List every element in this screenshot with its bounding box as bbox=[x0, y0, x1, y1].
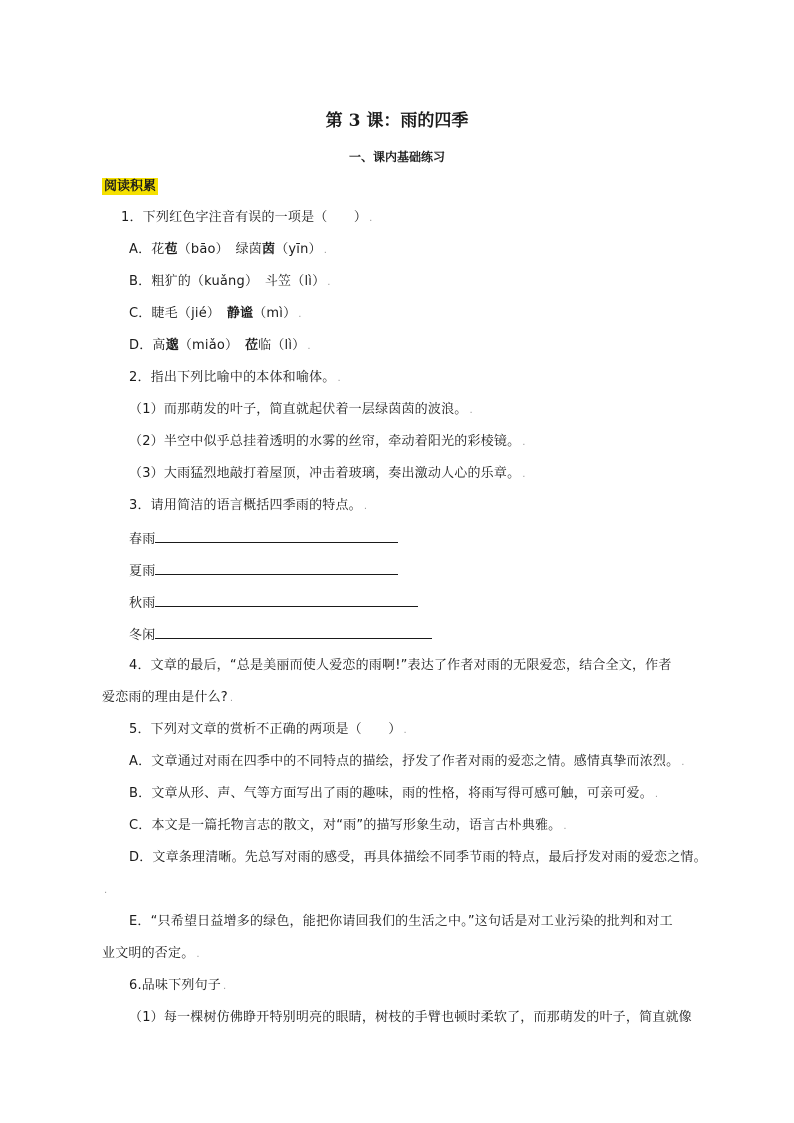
q1-option-b: B．粗犷的（kuǎng） 斗笠（lì） . bbox=[129, 274, 331, 289]
q5-option-e-line-2: 业文明的否定。 . bbox=[102, 946, 200, 961]
q5-option-b: B．文章从形、声、气等方面写出了雨的趣味，雨的性格，将雨写得可感可触，可亲可爱。 . bbox=[129, 786, 659, 801]
q6-item-1: （1）每一棵树仿佛睁开特别明亮的眼睛，树枝的手臂也顿时柔软了，而那萌发的叶子，简直就像 bbox=[129, 1010, 692, 1025]
q5-option-e-line-1: E．“只希望日益增多的绿色，能把你请回我们的生活之中。”这句话是对工业污染的批判和对工 bbox=[129, 914, 673, 929]
q1-option-a: A．花苞（bāo） 绿茵茵（yīn） . bbox=[129, 242, 328, 257]
q3-answer-winter: 冬闲 bbox=[129, 626, 432, 644]
q5-option-d: D．文章条理清晰。先总写对雨的感受，再具体描绘不同季节雨的特点，最后抒发对雨的爱恋之情。 bbox=[129, 850, 707, 865]
q4-line-2: 爱恋雨的理由是什么? . bbox=[102, 690, 234, 705]
q2-stem: 2．指出下列比喻中的本体和喻体。 . bbox=[129, 370, 341, 385]
stray-mark: . bbox=[104, 885, 108, 896]
q6-stem: 6.品味下列句子 . bbox=[129, 978, 227, 993]
answer-blank[interactable] bbox=[155, 562, 398, 575]
q3-stem: 3．请用简洁的语言概括四季雨的特点。 . bbox=[129, 498, 368, 513]
q5-option-a: A．文章通过对雨在四季中的不同特点的描绘，抒发了作者对雨的爱恋之情。感情真挚而浓烈。 . bbox=[129, 754, 685, 769]
q2-item-2: （2）半空中似乎总挂着透明的水雾的丝帘，牵动着阳光的彩棱镜。 . bbox=[129, 434, 526, 449]
answer-blank[interactable] bbox=[155, 626, 432, 639]
q2-item-1: （1）而那萌发的叶子，简直就起伏着一层绿茵茵的波浪。 . bbox=[129, 402, 473, 417]
q2-item-3: （3）大雨猛烈地敲打着屋顶，冲击着玻璃，奏出激动人心的乐章。 . bbox=[129, 466, 526, 481]
q1-option-c: C．睫毛（jié） 静谧（mì） . bbox=[129, 306, 302, 321]
q5-option-c: C．本文是一篇托物言志的散文，对“雨”的描写形象生动，语言古朴典雅。 . bbox=[129, 818, 567, 833]
q3-answer-autumn: 秋雨 bbox=[129, 594, 418, 612]
q5-stem: 5．下列对文章的赏析不正确的两项是（ ） . bbox=[129, 722, 407, 737]
answer-blank[interactable] bbox=[155, 594, 418, 607]
q3-answer-spring: 春雨 bbox=[129, 530, 398, 548]
q3-answer-summer: 夏雨 bbox=[129, 562, 398, 580]
section-subtitle: 一、课内基础练习 bbox=[348, 150, 445, 164]
q1-option-d: D．高邈（miǎo） 莅临（lì） . bbox=[129, 338, 311, 353]
q4-line-1: 4．文章的最后，“总是美丽而使人爱恋的雨啊!”表达了作者对雨的无限爱恋，结合全文，作者 bbox=[129, 658, 672, 673]
section-label: 阅读积累 bbox=[104, 179, 157, 194]
answer-blank[interactable] bbox=[155, 530, 398, 543]
page-title: 第 3 课：雨的四季 bbox=[325, 111, 469, 131]
q1-stem: 1．下列红色字注音有误的一项是（ ） . bbox=[121, 210, 373, 225]
